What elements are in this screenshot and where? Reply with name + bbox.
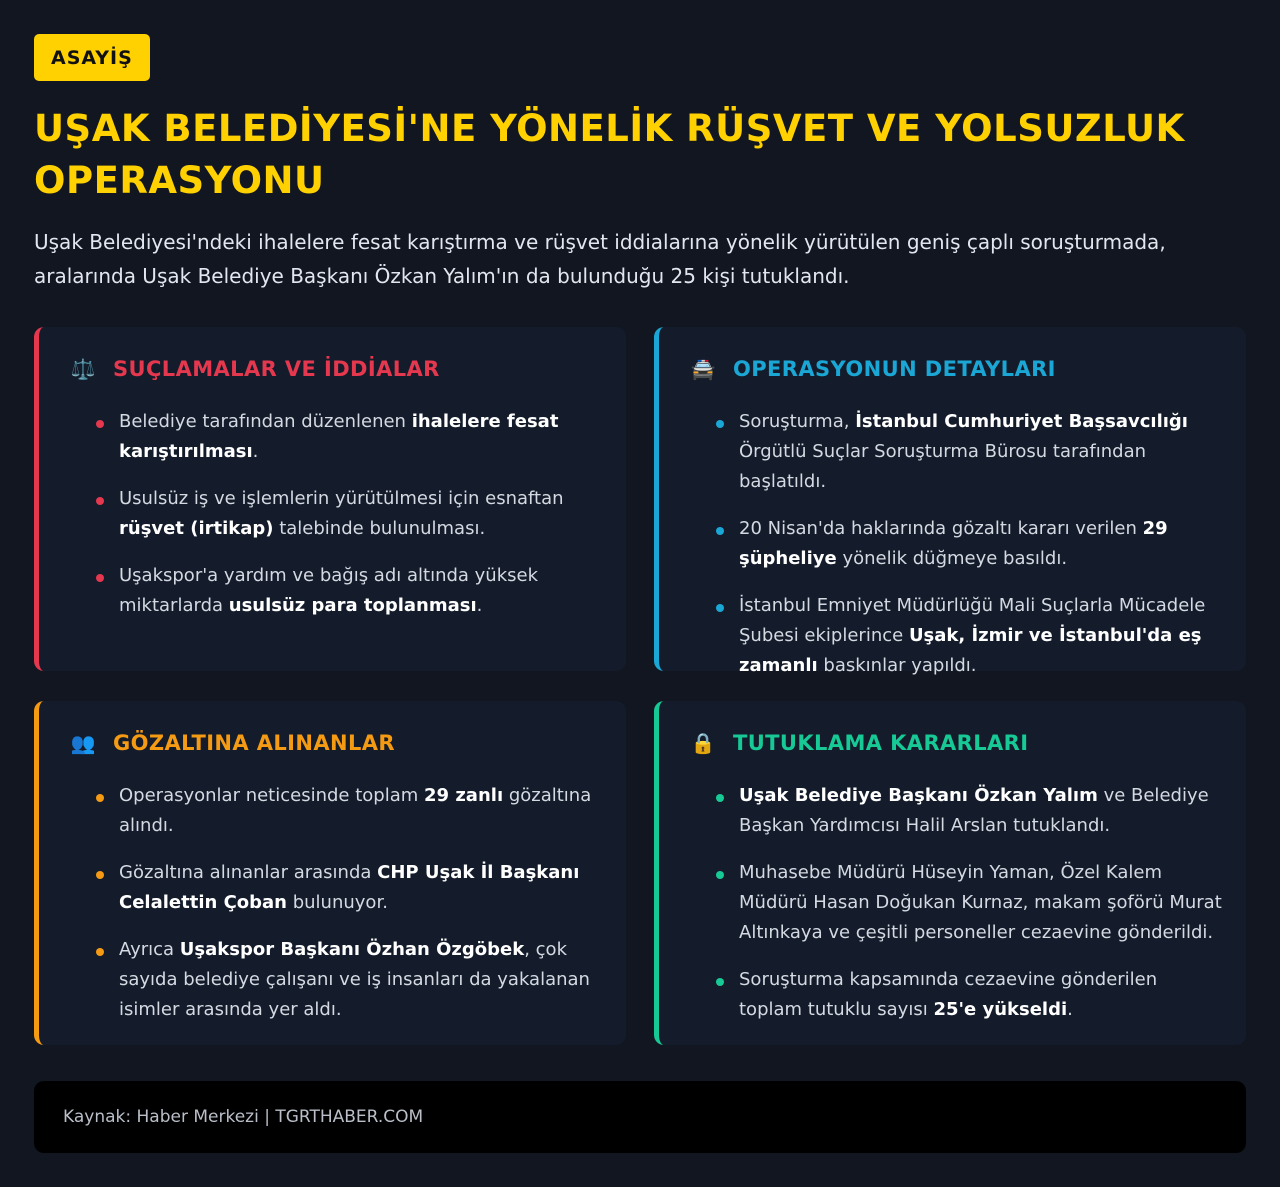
bold-text: Uşakspor Başkanı Özhan Özgöbek: [179, 939, 525, 960]
card-charges: [34, 327, 626, 671]
bullet-item: [689, 407, 1222, 497]
bullet-item: [689, 965, 1222, 1025]
bullet-dot: [716, 871, 724, 879]
bullet-dot: [716, 978, 724, 986]
bullet-dot: [716, 794, 724, 802]
bold-text: Uşak Belediye Başkanı Özkan Yalım: [739, 785, 1098, 806]
lock-icon: 🔒: [690, 731, 716, 755]
card-title: TUTUKLAMA KARARLARI: [733, 731, 1029, 755]
bold-text: rüşvet (irtikap): [119, 518, 274, 539]
text: , çok sayıda belediye çalışanı ve iş insanları da yakalanan isimler arasında yer aldı.: [119, 939, 590, 1020]
bold-text: İstanbul Cumhuriyet Başsavcılığı: [855, 411, 1188, 432]
card-arrests: [654, 701, 1246, 1045]
bold-text: ihalelere fesat karıştırılması: [119, 411, 559, 462]
text: İstanbul Emniyet Müdürlüğü Mali Suçlarla Mücadele Şubesi ekiplerince: [739, 595, 1206, 646]
text: Soruşturma,: [739, 411, 856, 432]
bullet-list: [69, 407, 602, 621]
bullet-dot: [96, 574, 104, 582]
text: .: [476, 595, 483, 616]
people-icon: 👥: [70, 731, 96, 755]
bold-text: 29 zanlı: [424, 785, 504, 806]
bullet-list: [69, 781, 602, 1025]
bullet-dot: [716, 420, 724, 428]
text: Ayrıca: [119, 939, 180, 960]
category-badge: ASAYİŞ: [34, 34, 150, 81]
bullet-dot: [96, 948, 104, 956]
bullet-item: [69, 781, 602, 841]
bullet-item: [69, 407, 602, 467]
bullet-item: [689, 781, 1222, 841]
text: baskınlar yapıldı.: [817, 655, 977, 676]
text: Operasyonlar neticesinde toplam: [119, 785, 425, 806]
police-car-icon: 🚔: [690, 357, 716, 381]
text: .: [1067, 999, 1073, 1020]
bullet-dot: [96, 871, 104, 879]
bold-text: usulsüz para toplanması: [228, 595, 477, 616]
bullet-item: [69, 484, 602, 544]
text: Muhasebe Müdürü Hüseyin Yaman, Özel Kalem Müdürü Hasan Doğukan Kurnaz, makam şoförü Murat Altınkaya ve çeşitli personeller cezaevine gönderildi.: [739, 862, 1222, 943]
card-header: [689, 725, 1222, 761]
bold-text: 29 şüpheliye: [739, 518, 1168, 569]
bullet-dot: [96, 497, 104, 505]
bold-text: Uşak, İzmir ve İstanbul'da eş zamanlı: [739, 625, 1202, 676]
bullet-item: [689, 858, 1222, 948]
card-header: [689, 351, 1222, 387]
bullet-item: [69, 561, 602, 621]
text: Usulsüz iş ve işlemlerin yürütülmesi için esnaftan: [119, 488, 564, 509]
bullet-dot: [716, 527, 724, 535]
lead-paragraph: Uşak Belediyesi'ndeki ihalelere fesat karıştırma ve rüşvet iddialarına yönelik yürütülen geniş çaplı soruşturmada, aralarında Uşak Belediye Başkanı Özkan Yalım'ın da bulunduğu 25 kişi tutuklandı.: [34, 230, 1166, 288]
card-detained: [34, 701, 626, 1045]
text: ve Belediye Başkan Yardımcısı Halil Arslan tutuklandı.: [739, 785, 1209, 836]
text: 20 Nisan'da haklarında gözaltı kararı verilen: [739, 518, 1143, 539]
text: Örgütlü Suçlar Soruşturma Bürosu tarafından başlatıldı.: [739, 441, 1147, 492]
card-header: [69, 351, 602, 387]
card-header: [69, 725, 602, 761]
bullet-dot: [96, 794, 104, 802]
bullet-item: [69, 858, 602, 918]
source-footer: [34, 1081, 1246, 1153]
bullet-item: [69, 935, 602, 1025]
text: Gözaltına alınanlar arasında: [119, 862, 378, 883]
bold-text: CHP Uşak İl Başkanı Celalettin Çoban: [119, 862, 580, 913]
text: Belediye tarafından düzenlenen: [119, 411, 412, 432]
scales-icon: ⚖️: [70, 357, 96, 381]
bullet-item: [689, 514, 1222, 574]
cards-grid: [34, 327, 1246, 1045]
text: bulunuyor.: [287, 892, 388, 913]
bullet-item: [689, 591, 1222, 681]
text: Uşakspor'a yardım ve bağış adı altında yüksek miktarlarda: [119, 565, 539, 616]
bold-text: 25'e yükseldi: [933, 999, 1068, 1020]
bullet-dot: [716, 604, 724, 612]
card-title: OPERASYONUN DETAYLARI: [733, 357, 1056, 381]
text: yönelik düğmeye basıldı.: [836, 548, 1068, 569]
card-title: SUÇLAMALAR VE İDDİALAR: [113, 357, 440, 381]
card-title: GÖZALTINA ALINANLAR: [113, 731, 396, 755]
text: .: [252, 441, 259, 462]
bullet-list: [689, 407, 1222, 681]
text: gözaltına alındı.: [119, 785, 592, 836]
source-text: Kaynak: Haber Merkezi | TGRTHABER.COM: [63, 1107, 424, 1127]
bullet-dot: [96, 420, 104, 428]
page-title: UŞAK BELEDİYESİ'NE YÖNELİK RÜŞVET VE YOLSUZLUK OPERASYONU: [34, 107, 1185, 202]
card-operation-details: [654, 327, 1246, 676]
bullet-list: [689, 781, 1222, 1025]
text: talebinde bulunulması.: [273, 518, 486, 539]
text: Soruşturma kapsamında cezaevine gönderilen toplam tutuklu sayısı: [739, 969, 1158, 1020]
